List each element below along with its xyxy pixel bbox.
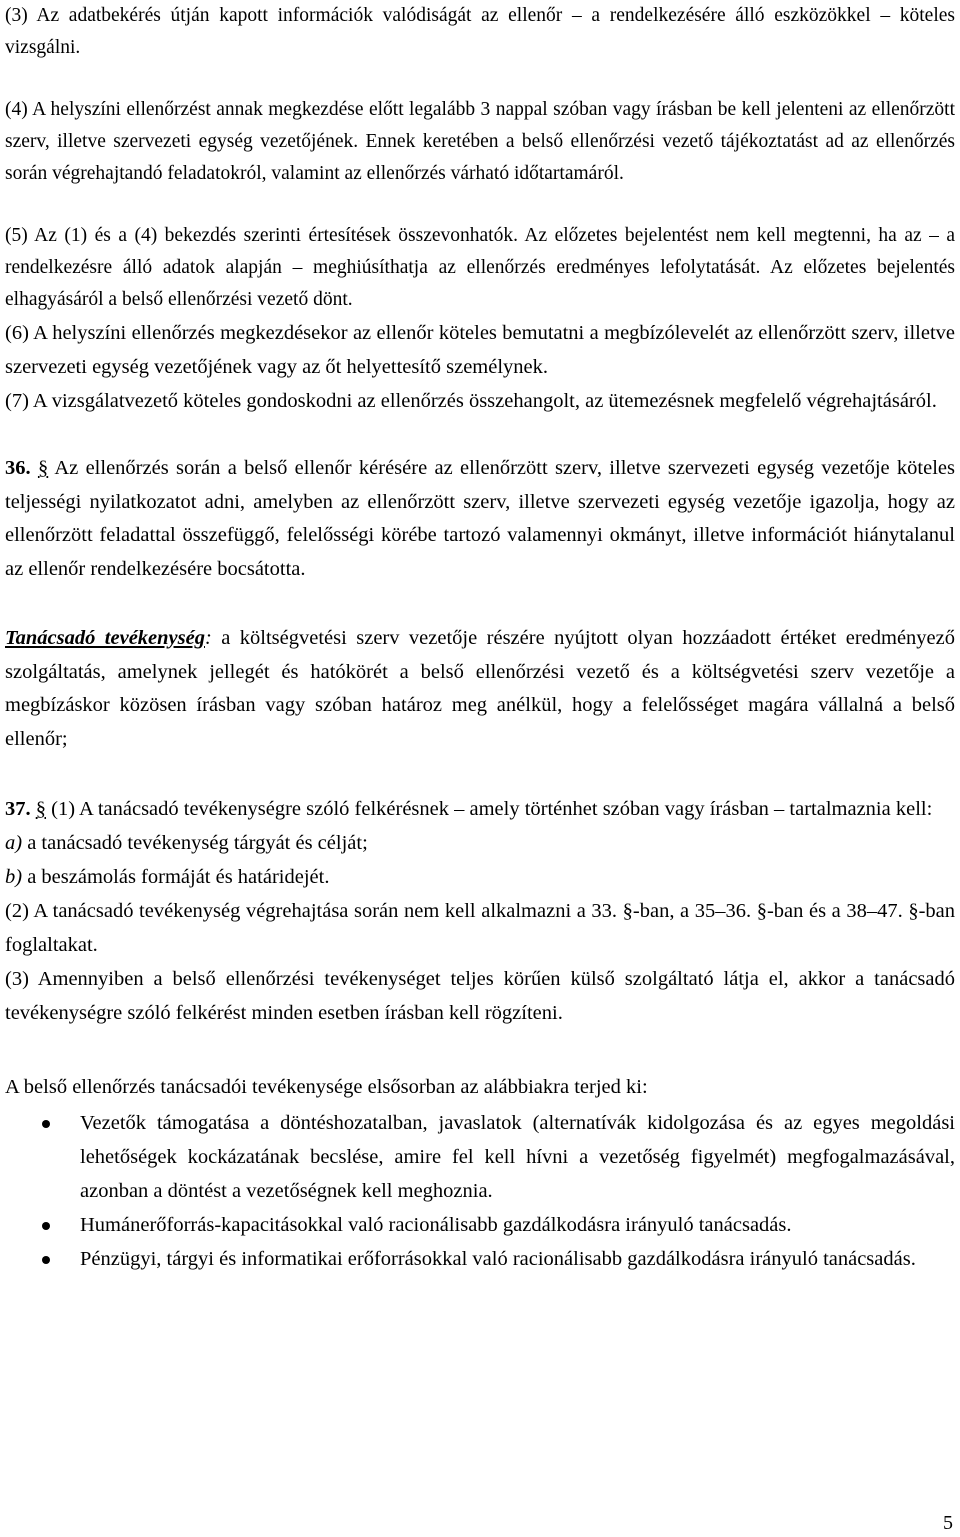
advisory-intro: A belső ellenőrzés tanácsadói tevékenysége elsősorban az alábbiakra terjed ki: [5, 1076, 648, 1098]
document-page [5, 0, 955, 1276]
list-item [5, 1106, 955, 1208]
section-36-sign: § [37, 457, 49, 479]
section-37-sign: § [35, 798, 46, 820]
definition-text: a költségvetési szerv vezetője részére nyújtott olyan hozzáadott értéket eredményező szolgáltatás, amelynek jellegét és hatókörét a belső ellenőrzési vezető és a költségvetési szerv vezetője a megbízáskor közösen írásban vagy szóban határoz meg anélkül, hogy a felelősséget magára vállalná a belső ellenőr; [5, 627, 956, 750]
definition-tanacsado [5, 622, 955, 756]
list-item [5, 1208, 955, 1242]
bullet-icon [42, 1256, 50, 1264]
item-a-label: a) [5, 832, 23, 854]
section-37-item-b [5, 860, 955, 894]
advisory-bullet-list [5, 1106, 955, 1276]
paragraph-6: (6) A helyszíni ellenőrzés megkezdésekor az ellenőr köteles bemutatni a megbízólevelét az ellenőrzött szerv, illetve szervezeti egység vezetőjének vagy az őt helyettesítő személynek. [5, 322, 955, 378]
definition-colon: : [204, 627, 212, 649]
paragraph-7: (7) A vizsgálatvezető köteles gondoskodni az ellenőrzés összehangolt, az ütemezésnek megfelelő végrehajtásáról. [5, 390, 937, 412]
bullet-icon [42, 1222, 50, 1230]
bullet-icon [42, 1120, 50, 1128]
item-b-text: a beszámolás formáját és határidejét. [22, 866, 330, 888]
paragraph-4: (4) A helyszíni ellenőrzést annak megkezdése előtt legalább 3 nappal szóban vagy írásban be kell jelenteni az ellenőrzött szerv, illetve szervezeti egység vezetőjének. Ennek keretében a belső ellenőrzési vezető tájékoztatást ad az ellenőrzés során végrehajtandó feladatokról, valamint az ellenőrzés várható időtartamáról. [5, 99, 955, 184]
bullet-text: Humánerőforrás-kapacitásokkal való racionálisabb gazdálkodásra irányuló tanácsadás. [80, 1214, 792, 1236]
page-number: 5 [943, 1512, 953, 1534]
definition-term: Tanácsadó tevékenység [5, 627, 205, 649]
section-37-intro [5, 792, 955, 826]
section-37-paragraph-2: (2) A tanácsadó tevékenység végrehajtása során nem kell alkalmazni a 33. §-ban, a 35–36. §-ban és a 38–47. §-ban foglaltakat. [5, 900, 955, 956]
paragraph-5: (5) Az (1) és a (4) bekezdés szerinti értesítések összevonhatók. Az előzetes bejelentést nem kell megtenni, ha az – a rendelkezésre álló adatok alapján – meghiúsíthatja az ellenőrzés eredményes lefolytatását. Az előzetes bejelentés elhagyásáról a belső ellenőrzési vezető dönt. [5, 225, 955, 310]
item-a-text: a tanácsadó tevékenység tárgyát és célját; [22, 832, 368, 854]
section-36-number: 36. [5, 457, 31, 479]
item-b-label: b) [5, 866, 23, 888]
section-36 [5, 452, 955, 586]
section-37-number: 37. [5, 798, 31, 820]
paragraph-3: (3) Az adatbekérés útján kapott információk valódiságát az ellenőr – a rendelkezésére álló eszközökkel – köteles vizsgálni. [5, 5, 955, 58]
section-37-paragraph-3: (3) Amennyiben a belső ellenőrzési tevékenységet teljes körűen külső szolgáltató látja el, akkor a tanácsadó tevékenységre szóló felkérést minden esetben írásban kell rögzíteni. [5, 968, 955, 1024]
bullet-text: Vezetők támogatása a döntéshozatalban, javaslatok (alternatívák kidolgozása és az egyes megoldási lehetőségek kockázatának becslése, amire fel kell hívni a vezetőség figyelmét) megfogalmazásával, azonban a döntést a vezetőségnek kell meghoznia. [80, 1112, 955, 1202]
list-item [5, 1242, 955, 1276]
section-36-text: Az ellenőrzés során a belső ellenőr kérésére az ellenőrzött szerv, illetve szervezeti egység vezetője köteles teljességi nyilatkozatot adni, amelyben az ellenőrzött szerv, illetve szervezeti egység vezetője igazolja, hogy az ellenőrzött feladattal összefüggő, felelősségi körébe tartozó valamennyi okmányt, illetve információt hiánytalanul az ellenőr rendelkezésére bocsátotta. [5, 457, 955, 580]
bullet-text: Pénzügyi, tárgyi és informatikai erőforrásokkal való racionálisabb gazdálkodásra irányuló tanácsadás. [80, 1248, 916, 1270]
section-37-intro-text: (1) A tanácsadó tevékenységre szóló felkérésnek – amely történhet szóban vagy írásban – tartalmaznia kell: [46, 798, 933, 820]
section-37-item-a [5, 826, 955, 860]
